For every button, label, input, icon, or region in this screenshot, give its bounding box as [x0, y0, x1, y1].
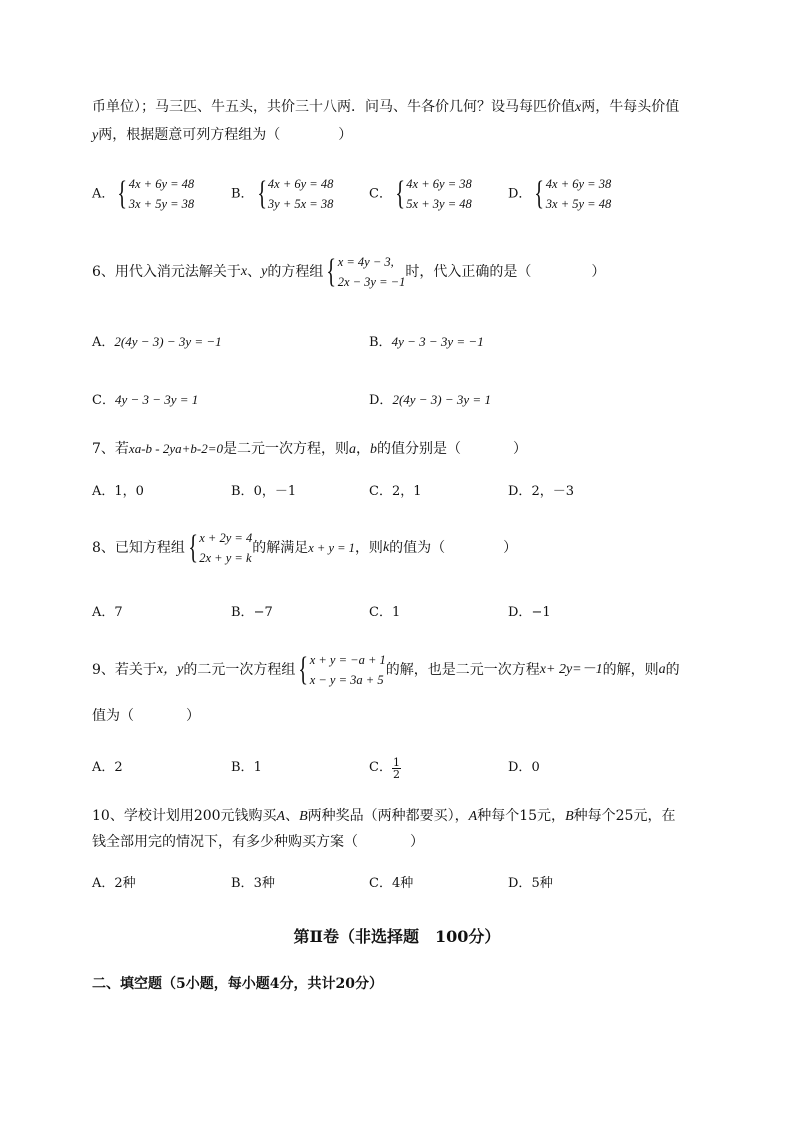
option-label: B． — [231, 484, 254, 499]
option-label: C． — [369, 484, 392, 499]
option-label: C． — [369, 186, 392, 202]
equation-row: x − y = 3a + 5 — [309, 673, 384, 687]
equation-row: x + 2y = 4 — [199, 531, 253, 545]
option-label: A． — [92, 605, 115, 620]
option-label: D． — [508, 760, 532, 775]
equation-row: 4x + 6y = 48 — [267, 177, 334, 191]
q5-option-a[interactable] — [92, 174, 194, 214]
q9-text-prefix: 9、若关于 — [92, 662, 157, 678]
option-text: −7 — [253, 605, 273, 620]
q5-var-y: y — [92, 128, 99, 143]
option-text: 1 — [253, 760, 262, 775]
option-label: D． — [508, 876, 532, 891]
option-label: A． — [92, 335, 115, 350]
option-label: D． — [508, 186, 532, 202]
q10-option-a[interactable] — [92, 876, 136, 892]
equation-system: { 4x + 6y = 38 5x + 3y = 48 — [395, 175, 472, 212]
option-label: B． — [231, 186, 254, 202]
option-text: 0 — [531, 760, 540, 775]
q7-option-c[interactable] — [369, 484, 422, 500]
q10-option-b[interactable] — [231, 876, 275, 892]
q5-option-b[interactable] — [231, 174, 333, 214]
q10-var-a: A — [276, 809, 286, 824]
q9-var-a: a — [658, 662, 666, 677]
option-label: C． — [369, 876, 392, 891]
equation-system: { x + y = −a + 1 x − y = 3a + 5 — [298, 651, 386, 688]
q6-var-x: x — [240, 264, 248, 279]
q5-text-b: 设马每匹价值 — [491, 99, 575, 115]
equation-system: { x + 2y = 4 2x + y = k — [188, 529, 253, 566]
q8-option-a[interactable] — [92, 605, 123, 621]
q9-text-mid: 的二元一次方程组 — [183, 662, 296, 678]
option-text: 2，－3 — [531, 484, 574, 499]
option-text: 2 — [114, 760, 123, 775]
q9-stem-line1 — [92, 650, 680, 690]
q6-option-d[interactable] — [369, 392, 491, 409]
option-label: D． — [508, 484, 532, 499]
option-label: D． — [369, 393, 393, 408]
q6-option-a[interactable] — [92, 334, 222, 351]
q7-option-b[interactable] — [231, 484, 296, 500]
option-text: 5种 — [531, 876, 553, 891]
q6-sep: 、 — [247, 264, 262, 280]
equation-row: 3y + 5x = 38 — [267, 197, 334, 211]
q10-var-a2: A — [468, 809, 478, 824]
option-label: B． — [369, 335, 392, 350]
section-subtitle: 二、填空题（5小题，每小题4分，共计20分） — [92, 976, 383, 992]
q9-option-a[interactable] — [92, 760, 123, 776]
q10-text-b: 两种奖品（两种都要买）， — [307, 808, 469, 824]
option-label: B． — [231, 876, 254, 891]
option-expression: 4y − 3 − 3y = 1 — [114, 392, 199, 407]
fraction-denominator: 2 — [392, 767, 400, 781]
q8-option-c[interactable] — [369, 605, 400, 621]
option-expression: 2(4y − 3) − 3y = 1 — [392, 392, 491, 407]
q8-option-d[interactable] — [508, 605, 551, 621]
equation-row: 4x + 6y = 38 — [406, 177, 472, 191]
option-label: C． — [92, 393, 115, 408]
q8-close-paren: ） — [503, 540, 518, 556]
option-text: 7 — [114, 605, 123, 620]
q8-text-mid: 的解满足 — [252, 540, 309, 556]
q7-comma: ， — [356, 441, 370, 457]
equation-row: 4x + 6y = 38 — [545, 177, 612, 191]
q8-option-b[interactable] — [231, 605, 273, 621]
q9-stem-line2 — [92, 707, 200, 725]
equation-system: { x = 4y − 3, 2x − 3y = −1 — [326, 253, 406, 290]
option-text: 4种 — [391, 876, 414, 891]
q7-close-paren: ） — [513, 441, 527, 457]
q7-stem — [92, 440, 527, 459]
option-text: 1，0 — [114, 484, 144, 499]
q7-var-a: a — [349, 442, 356, 457]
q8-text-prefix: 8、已知方程组 — [92, 540, 185, 556]
q9-text-mid2: 的解，也是二元一次方程 — [385, 662, 540, 678]
q6-text-suffix: 时，代入正确的是（ — [405, 264, 532, 280]
q9-equation: x+ 2y=－1 — [539, 662, 603, 677]
fraction — [392, 757, 401, 780]
option-label: A． — [92, 484, 115, 499]
fraction-numerator: 1 — [392, 755, 400, 769]
q7-var-b: b — [370, 442, 377, 457]
q5-var-x: x — [575, 100, 582, 115]
q7-text-suffix2: 的值分别是（ — [377, 441, 461, 457]
option-expression: 4y − 3 − 3y = −1 — [391, 334, 484, 349]
q8-stem — [92, 528, 517, 568]
option-text: 0，－1 — [253, 484, 297, 499]
q10-text-c: 种每个15元， — [477, 808, 566, 824]
q5-option-c[interactable] — [369, 174, 472, 214]
q7-text-suffix: 是二元一次方程，则 — [223, 441, 349, 457]
q7-option-d[interactable] — [508, 484, 574, 500]
equation-system: { 4x + 6y = 48 3x + 5y = 38 — [117, 175, 195, 212]
option-label: C． — [369, 760, 392, 775]
option-text: 3种 — [253, 876, 275, 891]
q8-text-mid2: ，则 — [354, 540, 383, 556]
option-label: D． — [508, 605, 532, 620]
q5-text-c: 两，牛每头价值 — [581, 99, 680, 115]
q5-stem-line1 — [92, 98, 679, 117]
option-label: A． — [92, 876, 115, 891]
option-expression: 2(4y − 3) − 3y = −1 — [114, 334, 222, 349]
q5-close-paren: ） — [338, 127, 353, 143]
q5-text-line2: 两，根据题意可列方程组为（ — [98, 127, 281, 143]
section-title: 第Ⅱ卷（非选择题 100分） — [293, 927, 501, 946]
q9-option-c[interactable] — [369, 752, 401, 784]
q10-option-c[interactable] — [369, 876, 413, 892]
equation-system: { 4x + 6y = 48 3y + 5x = 38 — [256, 175, 334, 212]
q10-var-b: B — [299, 809, 308, 824]
q10-close-paren: ） — [410, 834, 424, 850]
equation-row: 3x + 5y = 48 — [545, 197, 612, 211]
q9-close-paren: ） — [186, 708, 200, 724]
q7-text-prefix: 7、若 — [92, 441, 129, 457]
q9-vars: x，y — [156, 662, 184, 677]
equation-row: x = 4y − 3, — [337, 255, 394, 269]
option-label: A． — [92, 186, 115, 202]
q7-option-a[interactable] — [92, 484, 144, 500]
option-text: 2种 — [114, 876, 136, 891]
q8-text-suffix: 的值为（ — [389, 540, 446, 556]
q6-option-c[interactable] — [92, 392, 198, 409]
q8-condition: x + y = 1 — [308, 541, 355, 555]
option-text: 2，1 — [391, 484, 422, 499]
q10-var-b2: B — [565, 809, 574, 824]
option-label: B． — [231, 605, 254, 620]
q9-text-mid3: 的解，则 — [602, 662, 659, 678]
q6-stem — [92, 252, 605, 292]
q10-text-line2: 钱全部用完的情况下，有多少种购买方案（ — [92, 834, 358, 850]
q5-text-a: 币单位）；马三匹、牛五头，共价三十八两．问马、牛各价几何？ — [92, 99, 491, 115]
q6-close-paren: ） — [591, 264, 606, 280]
option-text: 1 — [391, 605, 401, 620]
q10-option-d[interactable] — [508, 876, 553, 892]
equation-row: 4x + 6y = 48 — [128, 177, 195, 191]
q9-text-line2: 值为（ — [92, 708, 134, 724]
equation-row: 5x + 3y = 48 — [406, 197, 472, 211]
q9-text-end: 的 — [665, 662, 680, 678]
equation-row: 2x − 3y = −1 — [337, 275, 406, 289]
equation-system: { 4x + 6y = 38 3x + 5y = 48 — [534, 175, 612, 212]
equation-row: x + y = −a + 1 — [309, 653, 386, 667]
q10-stem-line1 — [92, 807, 675, 826]
equation-row: 2x + y = k — [199, 551, 252, 565]
q7-expression: xa-b - 2ya+b-2=0 — [128, 441, 223, 456]
option-text: −1 — [531, 605, 551, 620]
option-label: B． — [231, 760, 254, 775]
option-label: C． — [369, 605, 392, 620]
q10-text-a: 10、学校计划用200元钱购买 — [92, 808, 277, 824]
q9-option-b[interactable] — [231, 760, 262, 776]
q6-text-prefix: 6、用代入消元法解关于 — [92, 264, 241, 280]
q6-var-y: y — [261, 264, 268, 279]
q9-option-d[interactable] — [508, 760, 540, 776]
option-label: A． — [92, 760, 115, 775]
q10-text-d: 种每个25元，在 — [573, 808, 676, 824]
q6-text-mid: 的方程组 — [267, 264, 324, 280]
q10-sep: 、 — [285, 808, 300, 824]
q6-option-b[interactable] — [369, 334, 484, 351]
q5-option-d[interactable] — [508, 174, 611, 214]
q8-var-k: k — [382, 540, 390, 555]
q10-stem-line2 — [92, 833, 424, 851]
q5-stem-line2 — [92, 126, 352, 145]
equation-row: 3x + 5y = 38 — [128, 197, 195, 211]
